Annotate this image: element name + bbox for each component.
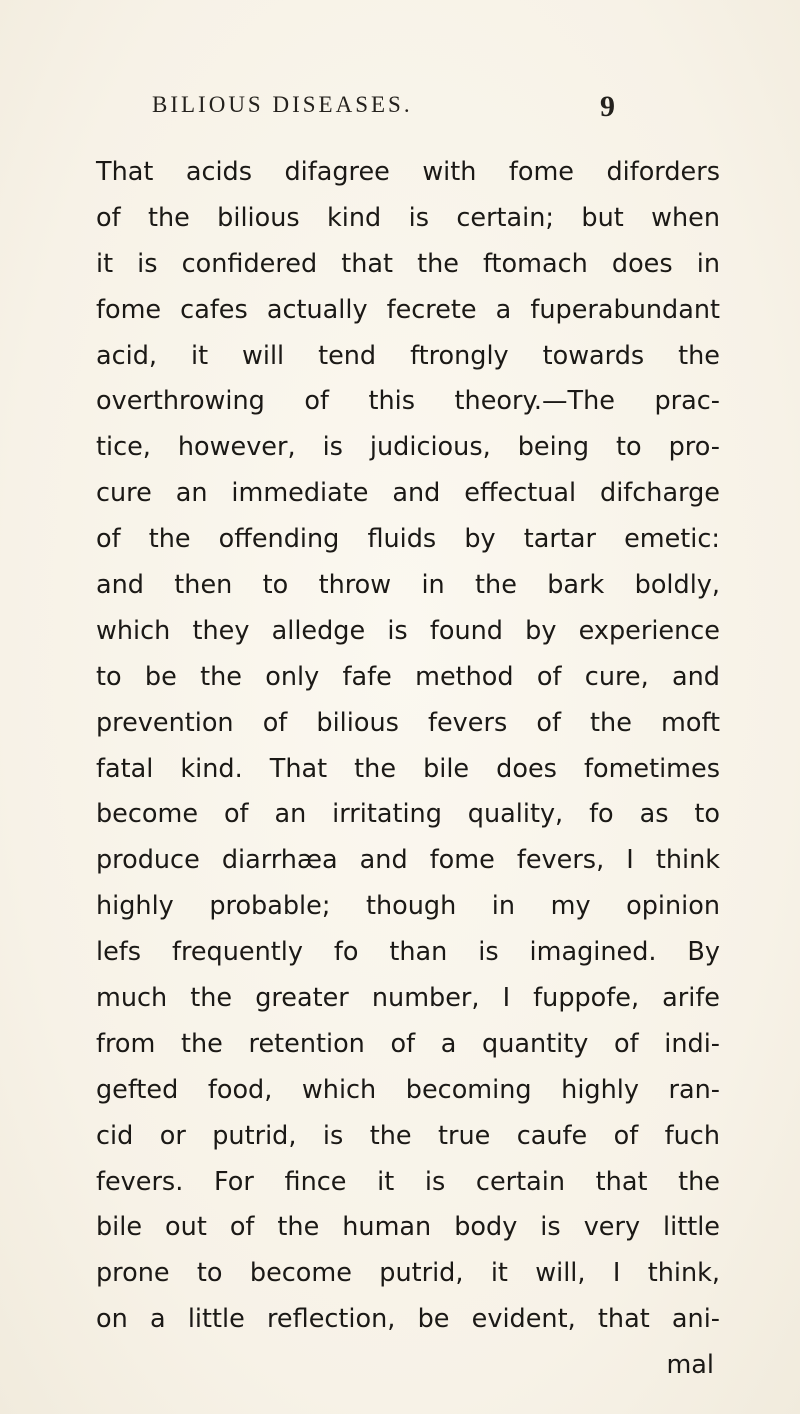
text-line: to be the only fafe method of cure, and (96, 661, 720, 692)
text-line: much the greater number, I fuppofe, arife (96, 983, 720, 1014)
text-line: tice, however, is judicious, being to pro- (96, 432, 720, 463)
text-line: highly probable; though in my opinion (96, 891, 720, 922)
text-line: That acids difagree with fome diforders (96, 157, 720, 187)
text-line: which they alledge is found by experience (96, 615, 720, 646)
text-line: acid, it will tend ftrongly towards the (96, 340, 720, 371)
text-line: of the bilious kind is certain; but when (96, 202, 720, 233)
text-line: fatal kind. That the bile does fometimes (96, 753, 720, 784)
text-line: cid or putrid, is the true caufe of fuch (96, 1120, 720, 1151)
text-line: gefted food, which becoming highly ran- (96, 1074, 720, 1105)
text-line: and then to throw in the bark boldly, (96, 570, 720, 601)
text-line: prevention of bilious fevers of the moft (96, 707, 720, 738)
body-text (96, 150, 720, 1389)
text-line: lefs frequently fo than is imagined. By (96, 937, 720, 968)
text-line: it is confidered that the ftomach does in (96, 248, 720, 279)
text-line: fome cafes actually fecrete a fuperabundant (96, 294, 720, 325)
catchword: mal (666, 1350, 714, 1381)
text-line: bile out of the human body is very little (96, 1212, 720, 1243)
text-line: overthrowing of this theory.—The prac- (96, 386, 720, 417)
text-line: on a little reflection, be evident, that ani- (96, 1304, 720, 1335)
text-line: of the offending fluids by tartar emetic: (96, 524, 720, 555)
text-line: fevers. For fince it is certain that the (96, 1166, 720, 1197)
text-line: cure an immediate and effectual difcharge (96, 478, 720, 509)
text-line: from the retention of a quantity of indi- (96, 1028, 720, 1059)
text-line: produce diarrhæa and fome fevers, I think (96, 845, 720, 876)
running-head: BILIOUS DISEASES. (152, 92, 413, 117)
text-line: become of an irritating quality, fo as to (96, 799, 720, 830)
text-line: prone to become putrid, it will, I think, (96, 1258, 720, 1289)
page-number: 9 (600, 90, 615, 123)
